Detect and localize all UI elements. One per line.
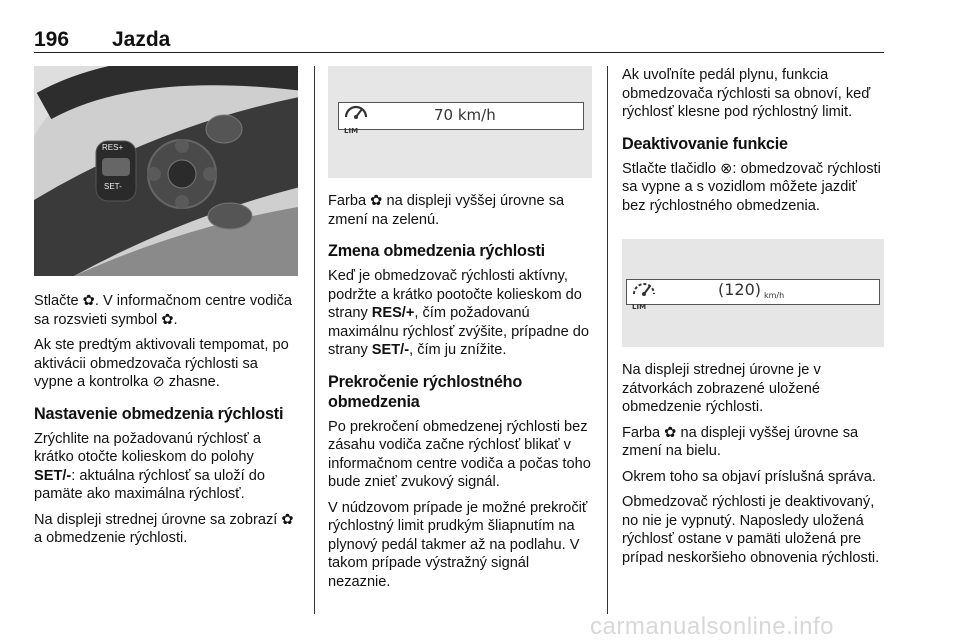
paragraph: Okrem toho sa objaví príslušná správa. <box>622 468 876 485</box>
text-run: : aktuálna rýchlosť sa uloží do pamäte ako maximálna rýchlosť. <box>34 467 265 502</box>
set-label: SET- <box>104 182 122 191</box>
paragraph: V núdzovom prípade je možné prekročiť rýchlostný limit prudkým šliapnutím na plynový pedál takmer až na podlahu. V takom prípade výstražný signál nezaznie. <box>328 499 588 590</box>
text-run: Keď je obmedzovač rýchlosti aktívny, podržte a krátko pootočte kolieskom do strany <box>328 268 582 321</box>
paragraph: Ak uvoľníte pedál plynu, funkcia obmedzovača rýchlosti sa obnoví, keď rýchlosť klesne pod rýchlostný limit. <box>622 67 871 120</box>
bold-text-run: RES/+ <box>371 305 415 321</box>
steering-wheel-photo <box>34 66 298 276</box>
paragraph <box>328 267 594 360</box>
column-divider <box>314 66 315 614</box>
text-run: , čím požadovanú maximálnu rýchlosť zvýšite, prípadne do strany <box>328 305 589 358</box>
paragraph: Ak ste predtým aktivovali tempomat, po aktivácii obmedzovača rýchlosti sa vypne a kontrolka ⊘ zhasne. <box>34 337 289 390</box>
section-heading: Zmena obmedzenia rýchlosti <box>328 242 545 260</box>
section-heading: Nastavenie obmedzenia rýchlosti <box>34 404 284 423</box>
paragraph: Na displeji strednej úrovne je v zátvorkách zobrazené uložené obmedzenie rýchlosti. <box>622 362 821 415</box>
paragraph: Na displeji strednej úrovne sa zobrazí ✿ a obmedzenie rýchlosti. <box>34 511 294 546</box>
page-number: 196 <box>34 28 70 51</box>
watermark: carmanualsonline.info <box>590 613 834 640</box>
speed-limiter-display <box>328 66 592 178</box>
column-divider <box>607 66 608 614</box>
paragraph: Stlačte tlačidlo ⊗: obmedzovač rýchlosti sa vypne a s vozidlom môžete jazdiť bez rýchlostného obmedzenia. <box>622 160 881 214</box>
text-run: , čím ju znížite. <box>409 342 507 358</box>
paragraph: Obmedzovač rýchlosti je deaktivovaný, no nie je vypnutý. Naposledy uložená rýchlosť ostane v pamäti uložená pre prípad neskoršieho obnovenia rýchlosti. <box>622 494 880 566</box>
lim-label: LIM <box>632 303 647 311</box>
paragraph: Stlačte ✿. V informačnom centre vodiča sa rozsvieti symbol ✿. <box>34 293 292 328</box>
section-heading: Prekročenie rýchlostného obmedzenia <box>328 372 523 411</box>
display-speed: 70 km/h <box>434 106 496 124</box>
lim-label: LIM <box>344 127 359 135</box>
bold-text-run: SET/- <box>371 342 410 358</box>
page-title: Jazda <box>112 28 171 51</box>
column-left <box>34 66 299 555</box>
display-unit: km/h <box>764 291 785 300</box>
bold-text-run: SET/- <box>34 467 72 484</box>
paragraph: Farba ✿ na displeji vyššej úrovne sa zmení na bielu. <box>622 424 859 459</box>
steering-wheel-illustration <box>34 66 298 276</box>
column-middle <box>328 66 594 598</box>
paragraph: Farba ✿ na displeji vyššej úrovne sa zmení na zelenú. <box>328 193 565 228</box>
speed-limiter-display-deactivated <box>622 239 884 347</box>
section-heading: Deaktivovanie funkcie <box>622 134 788 153</box>
paragraph: Po prekročení obmedzenej rýchlosti bez zásahu vodiča začne rýchlosť blikať v informačnom centre vodiča a počas toho bude znieť zvukový signál. <box>328 418 591 490</box>
display-value: (120) <box>718 280 762 299</box>
column-right <box>622 66 884 574</box>
res-label: RES+ <box>102 143 124 152</box>
paragraph <box>34 430 299 504</box>
page-header <box>34 26 884 53</box>
text-run: Zrýchlite na požadovanú rýchlosť a krátko otočte kolieskom do polohy <box>34 430 261 465</box>
